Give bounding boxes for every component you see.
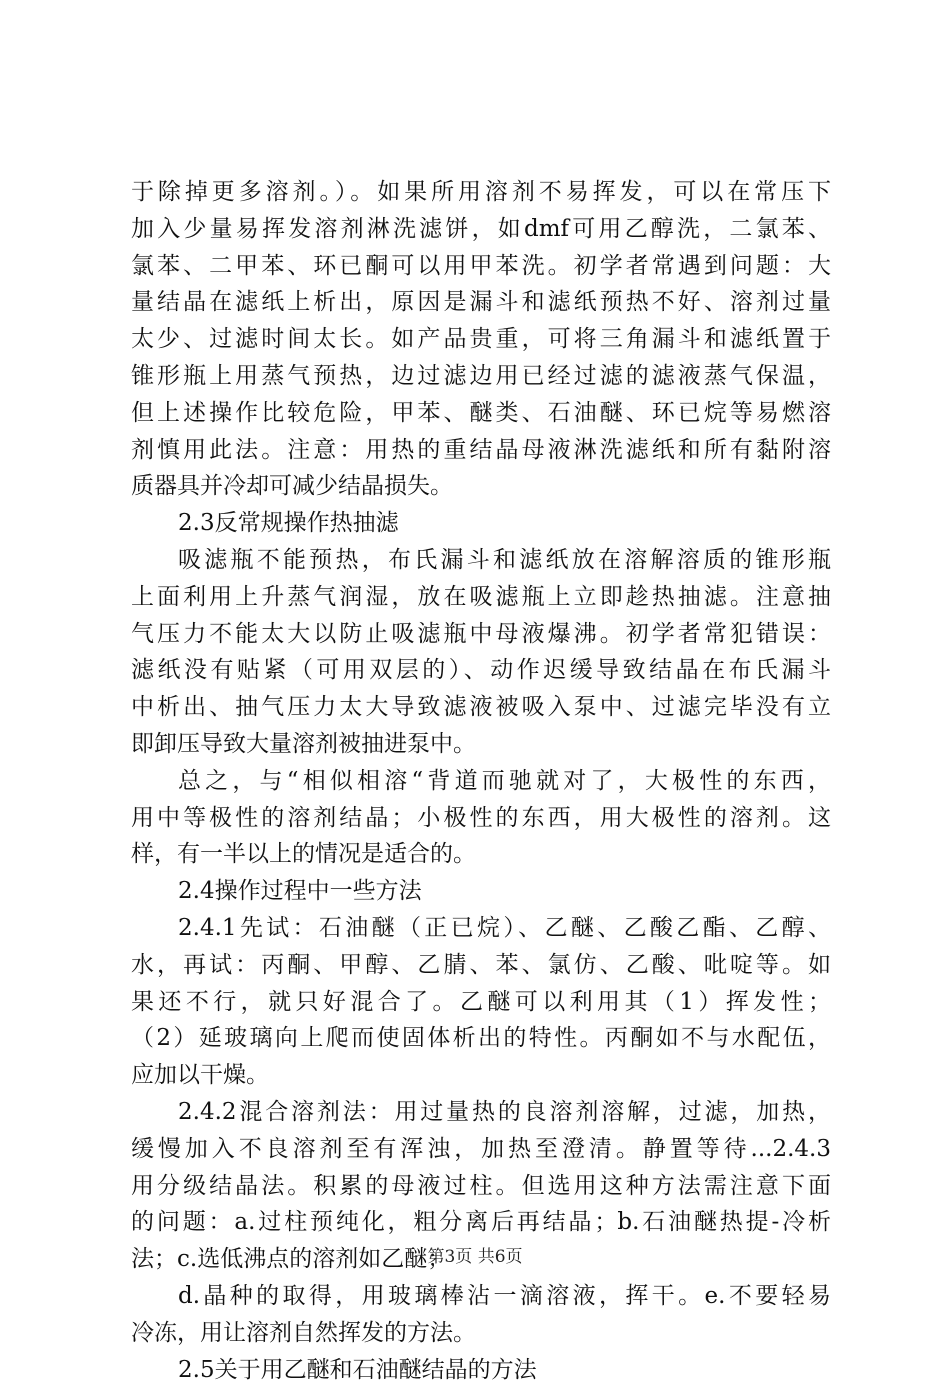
text-line: 即卸压导致大量溶剂被抽进泵中。 — [131, 726, 831, 763]
text-line: 2.4.2混合溶剂法：用过量热的良溶剂溶解，过滤，加热， — [131, 1094, 831, 1131]
text-line: 用中等极性的溶剂结晶；小极性的东西，用大极性的溶剂。这 — [131, 800, 831, 837]
text-line: d.晶种的取得，用玻璃棒沾一滴溶液，挥干。e.不要轻易 — [131, 1278, 831, 1315]
text-line: 上面利用上升蒸气润湿，放在吸滤瓶上立即趁热抽滤。注意抽 — [131, 579, 831, 616]
text-line: 吸滤瓶不能预热，布氏漏斗和滤纸放在溶解溶质的锥形瓶 — [131, 542, 831, 579]
text-line: 锥形瓶上用蒸气预热，边过滤边用已经过滤的滤液蒸气保温， — [131, 358, 831, 395]
text-line: 2.4.1先试：石油醚（正已烷）、乙醚、乙酸乙酯、乙醇、 — [131, 910, 831, 947]
text-line: 量结晶在滤纸上析出，原因是漏斗和滤纸预热不好、溶剂过量 — [131, 284, 831, 321]
text-line: 太少、过滤时间太长。如产品贵重，可将三角漏斗和滤纸置于 — [131, 321, 831, 358]
text-line: 中析出、抽气压力太大导致滤液被吸入泵中、过滤完毕没有立 — [131, 689, 831, 726]
text-line: 加入少量易挥发溶剂淋洗滤饼，如dmf可用乙醇洗，二氯苯、 — [131, 211, 831, 248]
text-line: 但上述操作比较危险，甲苯、醚类、石油醚、环已烷等易燃溶 — [131, 395, 831, 432]
text-line: 水，再试：丙酮、甲醇、乙腈、苯、氯仿、乙酸、吡啶等。如 — [131, 947, 831, 984]
text-line: 用分级结晶法。积累的母液过柱。但选用这种方法需注意下面 — [131, 1168, 831, 1205]
text-line: 滤纸没有贴紧（可用双层的）、动作迟缓导致结晶在布氏漏斗 — [131, 652, 831, 689]
text-line: 样，有一半以上的情况是适合的。 — [131, 836, 831, 873]
text-line: 总之，与“相似相溶“背道而驰就对了，大极性的东西， — [131, 763, 831, 800]
text-line: 气压力不能太大以防止吸滤瓶中母液爆沸。初学者常犯错误： — [131, 616, 831, 653]
section-heading: 2.4操作过程中一些方法 — [131, 873, 831, 910]
text-line: 法；c.选低沸点的溶剂如乙醚； — [131, 1241, 831, 1278]
text-line: 质器具并冷却可减少结晶损失。 — [131, 468, 831, 505]
text-line: 果还不行，就只好混合了。乙醚可以利用其（1）挥发性； — [131, 984, 831, 1021]
text-line: （2）延玻璃向上爬而使固体析出的特性。丙酮如不与水配伍， — [131, 1020, 831, 1057]
section-heading: 2.5关于用乙醚和石油醚结晶的方法 — [131, 1352, 831, 1388]
page-number-footer: 第3页 共6页 — [0, 1245, 950, 1269]
text-line: 缓慢加入不良溶剂至有浑浊，加热至澄清。静置等待...2.4.3 — [131, 1131, 831, 1168]
text-line: 应加以干燥。 — [131, 1057, 831, 1094]
section-heading: 2.3反常规操作热抽滤 — [131, 505, 831, 542]
document-body — [131, 174, 831, 1388]
text-line: 冷冻，用让溶剂自然挥发的方法。 — [131, 1315, 831, 1352]
text-line: 于除掉更多溶剂。）。如果所用溶剂不易挥发，可以在常压下 — [131, 174, 831, 211]
text-line: 剂慎用此法。注意：用热的重结晶母液淋洗滤纸和所有黏附溶 — [131, 432, 831, 469]
text-line: 的问题：a.过柱预纯化，粗分离后再结晶；b.石油醚热提-冷析 — [131, 1204, 831, 1241]
text-line: 氯苯、二甲苯、环已酮可以用甲苯洗。初学者常遇到问题：大 — [131, 248, 831, 285]
